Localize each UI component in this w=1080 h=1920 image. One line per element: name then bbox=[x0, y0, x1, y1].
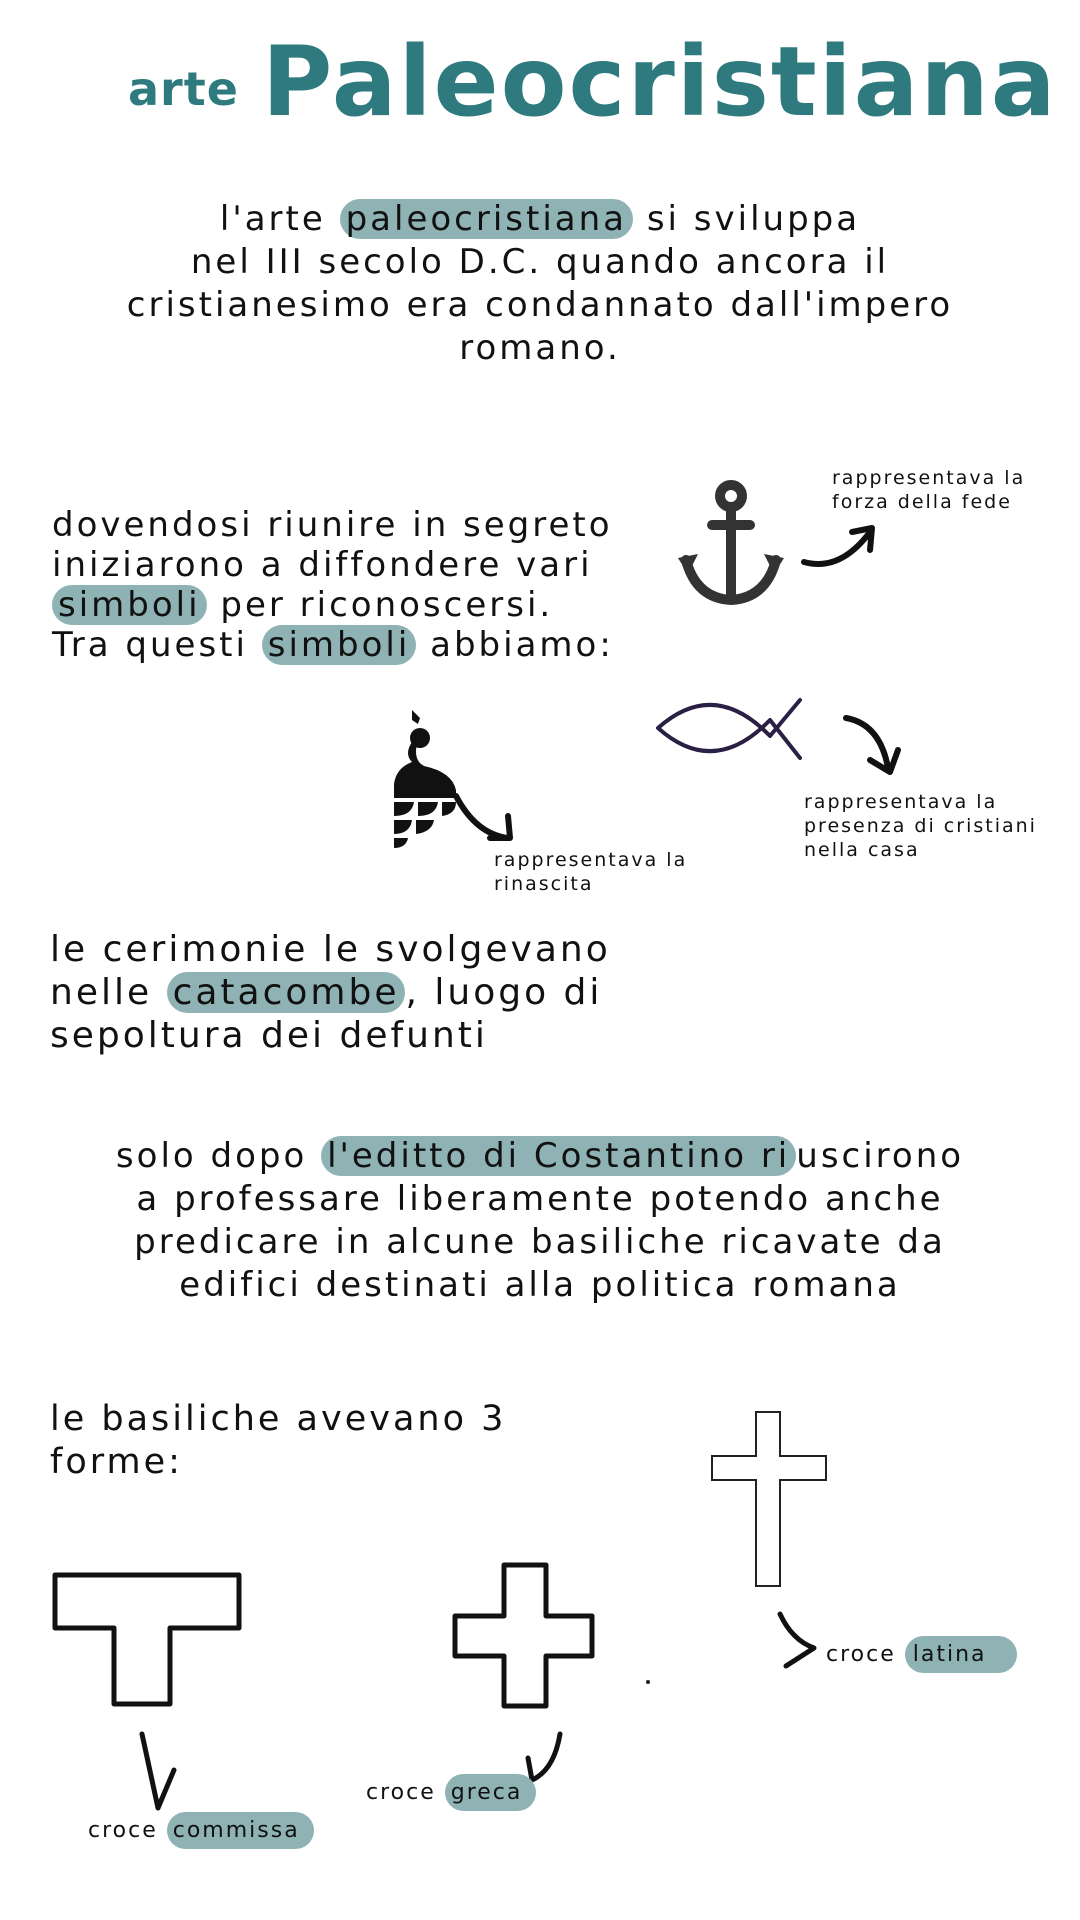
peacock-note-line-2: rinascita bbox=[494, 873, 594, 895]
edict-line-2: a professare liberamente potendo anche bbox=[136, 1179, 944, 1219]
arrow-icon bbox=[774, 1610, 822, 1670]
anchor-note-line-1: rappresentava la bbox=[832, 467, 1026, 489]
intro-line-2: nel III secolo D.C. quando ancora il bbox=[190, 242, 890, 282]
intro-text-1: l'arte bbox=[219, 199, 340, 239]
highlight-greca: greca bbox=[445, 1774, 537, 1811]
symbols-line-4-pre: Tra questi bbox=[52, 625, 262, 665]
greek-cross-icon bbox=[452, 1562, 596, 1710]
basilicas-line-2: forme: bbox=[50, 1442, 183, 1482]
highlight-paleocristiana: paleocristiana bbox=[340, 199, 633, 239]
commissa-cross-label-prefix: croce bbox=[88, 1818, 167, 1843]
arrow-icon bbox=[840, 710, 904, 780]
arrow-icon bbox=[800, 518, 880, 578]
symbols-paragraph bbox=[52, 505, 614, 665]
highlight-simboli-1: simboli bbox=[52, 585, 207, 625]
intro-line-4: romano. bbox=[459, 328, 621, 368]
commissa-cross-icon bbox=[52, 1572, 242, 1708]
intro-text-2: si sviluppa bbox=[633, 199, 861, 239]
catacombs-line-2-pre: nelle bbox=[50, 972, 167, 1013]
fish-note bbox=[804, 790, 1037, 862]
edict-paragraph bbox=[0, 1135, 1080, 1307]
fish-note-line-2: presenza di cristiani bbox=[804, 815, 1037, 837]
latin-cross-label-prefix: croce bbox=[826, 1642, 905, 1667]
page-title: Paleocristiana bbox=[262, 26, 1058, 138]
symbols-line-2: iniziarono a diffondere vari bbox=[52, 545, 593, 585]
symbols-line-3: per riconoscersi. bbox=[206, 585, 554, 625]
greek-cross-label bbox=[366, 1780, 536, 1805]
anchor-note-line-2: forza della fede bbox=[832, 491, 1012, 513]
arrow-icon bbox=[134, 1730, 180, 1816]
highlight-editto: l'editto di Costantino ri bbox=[321, 1136, 796, 1176]
highlight-catacombe: catacombe bbox=[167, 972, 406, 1013]
symbols-line-4-post: abbiamo: bbox=[416, 625, 614, 665]
catacombs-line-1: le cerimonie le svolgevano bbox=[50, 929, 611, 970]
dot-mark bbox=[646, 1680, 650, 1684]
anchor-icon bbox=[676, 480, 786, 610]
basilicas-line-1: le basiliche avevano 3 bbox=[50, 1399, 507, 1439]
fish-icon bbox=[654, 692, 804, 764]
peacock-note bbox=[494, 848, 687, 896]
edict-line-4: edifici destinati alla politica romana bbox=[179, 1265, 901, 1305]
highlight-latina: latina bbox=[905, 1636, 1017, 1673]
greek-cross-label-prefix: croce bbox=[366, 1780, 445, 1805]
intro-paragraph bbox=[0, 198, 1080, 370]
latin-cross-icon bbox=[710, 1410, 830, 1590]
catacombs-paragraph bbox=[50, 928, 611, 1057]
highlight-commissa: commissa bbox=[167, 1812, 314, 1849]
basilicas-paragraph bbox=[50, 1398, 506, 1484]
catacombs-line-3: sepoltura dei defunti bbox=[50, 1015, 488, 1056]
edict-line-1-pre: solo dopo bbox=[115, 1136, 322, 1176]
symbols-line-1: dovendosi riunire in segreto bbox=[52, 505, 613, 545]
arrow-icon bbox=[450, 790, 520, 846]
edict-line-1-post: uscirono bbox=[796, 1136, 965, 1176]
highlight-simboli-2: simboli bbox=[262, 625, 417, 665]
fish-note-line-1: rappresentava la bbox=[804, 791, 998, 813]
fish-note-line-3: nella casa bbox=[804, 839, 920, 861]
anchor-note bbox=[832, 466, 1025, 514]
latin-cross-label bbox=[826, 1642, 1017, 1667]
catacombs-line-2-post: , luogo di bbox=[405, 972, 603, 1013]
peacock-note-line-1: rappresentava la bbox=[494, 849, 688, 871]
title-prefix: arte bbox=[128, 62, 239, 116]
edict-line-3: predicare in alcune basiliche ricavate da bbox=[134, 1222, 946, 1262]
commissa-cross-label bbox=[88, 1818, 314, 1843]
intro-line-3: cristianesimo era condannato dall'impero bbox=[126, 285, 954, 325]
